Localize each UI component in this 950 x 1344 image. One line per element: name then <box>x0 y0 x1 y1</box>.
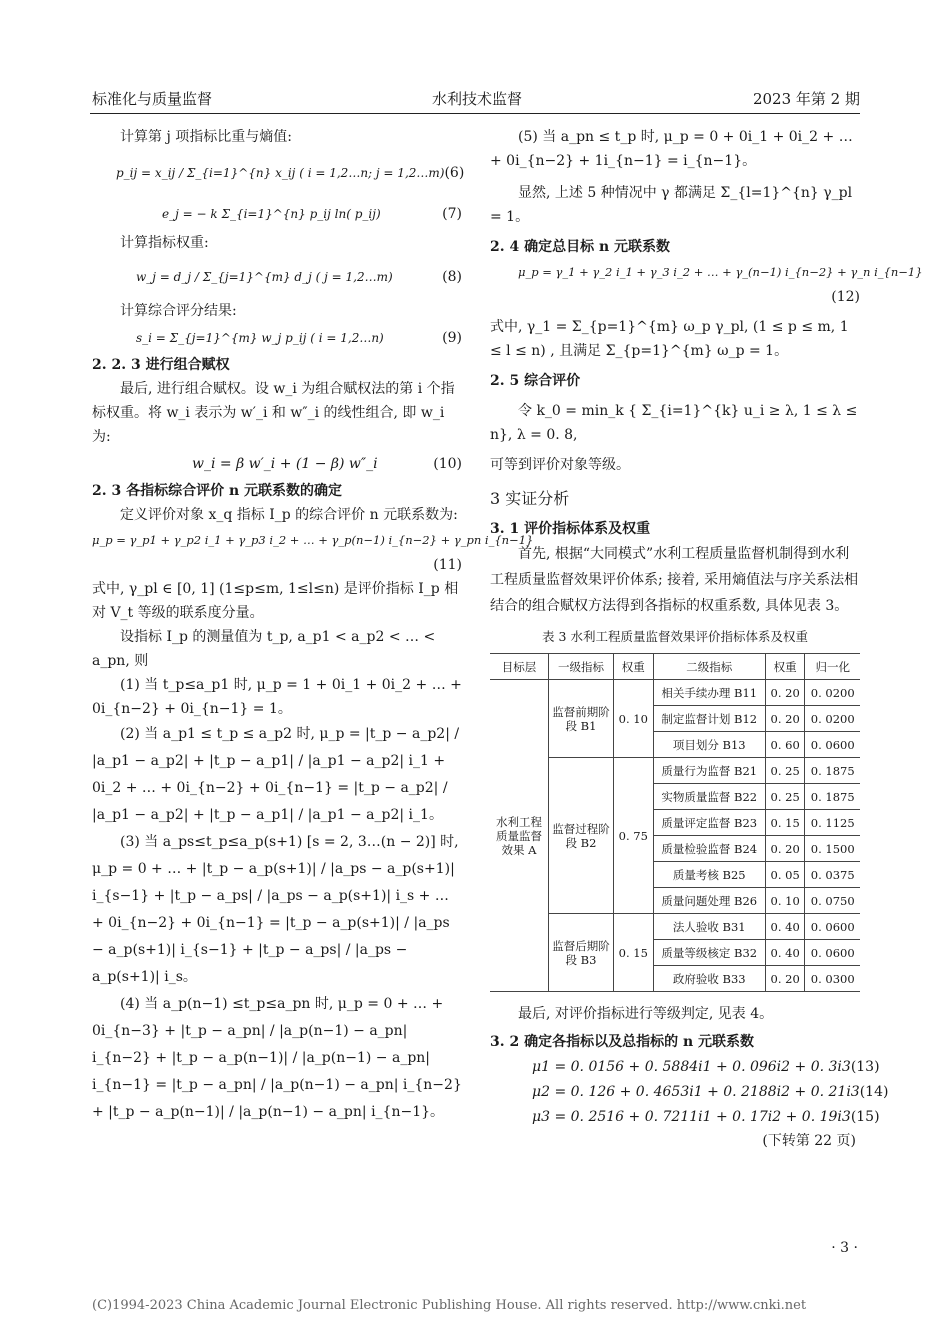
indicator-weight: 0. 40 <box>765 914 805 940</box>
indicator-name: 质量考核 B25 <box>653 862 765 888</box>
section-2-2-3-heading: 2. 2. 3 进行组合赋权 <box>92 357 230 373</box>
indicator-name: 质量等级核定 B32 <box>653 940 765 966</box>
table-3-caption: 表 3 水利工程质量监督效果评价指标体系及权重 <box>542 629 808 644</box>
group-b1-weight: 0. 10 <box>614 680 654 758</box>
indicator-name: 实物质量监督 B22 <box>653 784 765 810</box>
group-b2-weight: 0. 75 <box>614 758 654 914</box>
case-1: (1) 当 t_p≤a_p1 时, μ_p = 1 + 0i_1 + 0i_2 + … + 0i_{n−2} + 0i_{n−1} = 1。 <box>92 677 462 717</box>
case-3: (3) 当 a_ps≤t_p≤a_p(s+1) [s = 2, 3…(n − 2)] 时, μ_p = 0 + … + |t_p − a_p(s+1)| / |a_ps − a_p(s+1)| i_{s−1} + |t_p − a_ps| / |a_ps − a_p(s+1)| i_s + … + 0i_{n−2} + 0i_{n−1} = |t_p − a_p(s+1)| / |a_ps − a_p(s+1)| i_{s−1} + |t_p − a_ps| / |a_ps − a_p(s+1)| i_s。 <box>92 834 459 985</box>
section-3-1-heading: 3. 1 评价指标体系及权重 <box>490 521 651 537</box>
entropy-intro: 计算第 j 项指标比重与熵值: <box>120 129 292 145</box>
section-3-2-heading: 3. 2 确定各指标以及总指标的 n 元联系数 <box>490 1034 755 1050</box>
group-b2-name: 监督过程阶段 B2 <box>549 758 614 914</box>
measurement-definition: 设指标 I_p 的测量值为 t_p, a_p1 < a_p2 < … < a_pn, 则 <box>92 629 436 669</box>
indicator-weight: 0. 20 <box>765 836 805 862</box>
indicator-normalized: 0. 1875 <box>805 784 860 810</box>
indicator-name: 质量问题处理 B26 <box>653 888 765 914</box>
header-rule <box>90 113 860 114</box>
equation-6: p_ij = x_ij / Σ_{i=1}^{n} x_ij ( i = 1,2…n; j = 1,2…m) (6) <box>116 165 465 181</box>
indicator-normalized: 0. 0200 <box>805 680 860 706</box>
indicator-weight: 0. 40 <box>765 940 805 966</box>
equation-12-number: (12) <box>831 289 860 305</box>
indicator-name: 制定监督计划 B12 <box>653 706 765 732</box>
indicator-normalized: 0. 1125 <box>805 810 860 836</box>
indicator-name: 政府验收 B33 <box>653 966 765 992</box>
copyright-footer: (C)1994-2023 China Academic Journal Electronic Publishing House. All rights reserved. http://www.cnki.net <box>92 1298 807 1313</box>
equation-15: μ3 = 0. 2516 + 0. 7211i1 + 0. 17i2 + 0. 19i3 (15) <box>532 1108 880 1125</box>
section-2-5-formula: 令 k_0 = min_k { Σ_{i=1}^{k} u_i ≥ λ, 1 ≤ λ ≤ n}, λ = 0. 8, <box>490 403 858 443</box>
indicator-weight: 0. 25 <box>765 758 805 784</box>
indicator-name: 项目划分 B13 <box>653 732 765 758</box>
equation-8: w_j = d_j / Σ_{j=1}^{m} d_j ( j = 1,2…m) (8) <box>136 269 462 285</box>
col-header-weight1: 权重 <box>614 654 654 680</box>
equation-12: μ_p = γ_1 + γ_2 i_1 + γ_3 i_2 + … + γ_(n−1) i_{n−2} + γ_n i_{n−1} <box>518 265 923 279</box>
col-header-normalized: 归一化 <box>805 654 860 680</box>
indicator-weight: 0. 20 <box>765 706 805 732</box>
journal-name: 水利技术监督 <box>432 90 523 108</box>
equation-11: μ_p = γ_p1 + γ_p2 i_1 + γ_p3 i_2 + … + γ_p(n−1) i_{n−2} + γ_pn i_{n−1} <box>92 533 534 547</box>
section-3-heading: 3 实证分析 <box>490 489 570 508</box>
indicator-normalized: 0. 0200 <box>805 706 860 732</box>
indicator-name: 质量检验监督 B24 <box>653 836 765 862</box>
equation-11-number: (11) <box>433 557 462 573</box>
table-header-row <box>490 654 860 680</box>
issue-info: 2023 年第 2 期 <box>752 90 860 108</box>
table-row <box>490 680 860 706</box>
section-2-3-heading: 2. 3 各指标综合评价 n 元联系数的确定 <box>92 483 343 499</box>
continued-note: (下转第 22 页) <box>762 1133 856 1149</box>
table-3 <box>490 653 860 992</box>
indicator-weight: 0. 20 <box>765 966 805 992</box>
goal-cell: 水利工程质量监督效果 A <box>490 680 549 992</box>
right-column <box>490 125 923 1153</box>
gamma-sum-note: 显然, 上述 5 种情况中 γ 都满足 Σ_{l=1}^{n} γ_pl = 1。 <box>490 185 853 225</box>
section-2-2-3-text: 最后, 进行组合赋权。设 w_i 为组合赋权法的第 i 个指标权重。将 w_i 表示为 w′_i 和 w″_i 的线性组合, 即 w_i 为: <box>92 381 455 445</box>
col-header-level2: 二级指标 <box>653 654 765 680</box>
indicator-normalized: 0. 1875 <box>805 758 860 784</box>
page-number: · 3 · <box>831 1240 858 1256</box>
col-header-weight2: 权重 <box>765 654 805 680</box>
section-2-5-heading: 2. 5 综合评价 <box>490 373 581 389</box>
equation-9: s_i = Σ_{j=1}^{m} w_j p_ij ( i = 1,2…n) (9) <box>136 330 462 346</box>
indicator-normalized: 0. 1500 <box>805 836 860 862</box>
indicator-name: 质量行为监督 B21 <box>653 758 765 784</box>
indicator-name: 法人验收 B31 <box>653 914 765 940</box>
indicator-name: 质量评定监督 B23 <box>653 810 765 836</box>
weight-intro: 计算指标权重: <box>120 235 209 251</box>
group-b3-weight: 0. 15 <box>614 914 654 992</box>
score-intro: 计算综合评分结果: <box>120 303 237 319</box>
indicator-name: 相关手续办理 B11 <box>653 680 765 706</box>
table-4-reference: 最后, 对评价指标进行等级判定, 见表 4。 <box>518 1006 774 1022</box>
indicator-weight: 0. 60 <box>765 732 805 758</box>
case-4: (4) 当 a_p(n−1) ≤t_p≤a_pn 时, μ_p = 0 + … + 0i_{n−3} + |t_p − a_pn| / |a_p(n−1) − a_pn| i_{n−2} + |t_p − a_p(n−1)| / |a_p(n−1) − a_pn| i_{n−1} = |t_p − a_pn| / |a_p(n−1) − a_pn| i_{n−2} + |t_p − a_p(n−1)| / |a_p(n−1) − a_pn| i_{n−1}。 <box>92 996 462 1120</box>
indicator-normalized: 0. 0375 <box>805 862 860 888</box>
equation-7: e_j = − k Σ_{i=1}^{n} p_ij ln( p_ij) (7) <box>162 206 462 222</box>
indicator-weight: 0. 15 <box>765 810 805 836</box>
section-2-4-heading: 2. 4 确定总目标 n 元联系数 <box>490 239 671 255</box>
equation-10: w_i = β w′_i + (1 − β) w″_i (10) <box>192 456 462 472</box>
indicator-normalized: 0. 0600 <box>805 914 860 940</box>
indicator-normalized: 0. 0600 <box>805 732 860 758</box>
section-2-5-text: 可等到评价对象等级。 <box>490 457 630 473</box>
indicator-normalized: 0. 0600 <box>805 940 860 966</box>
equation-14: μ2 = 0. 126 + 0. 4653i1 + 0. 2188i2 + 0. 21i3 (14) <box>532 1083 889 1100</box>
indicator-normalized: 0. 0300 <box>805 966 860 992</box>
case-5: (5) 当 a_pn ≤ t_p 时, μ_p = 0 + 0i_1 + 0i_2 + … + 0i_{n−2} + 1i_{n−1} = i_{n−1}。 <box>490 129 853 169</box>
indicator-weight: 0. 25 <box>765 784 805 810</box>
indicator-weight: 0. 20 <box>765 680 805 706</box>
group-b3-name: 监督后期阶段 B3 <box>549 914 614 992</box>
case-2: (2) 当 a_p1 ≤ t_p ≤ a_p2 时, μ_p = |t_p − a_p2| / |a_p1 − a_p2| + |t_p − a_p1| / |a_p1 − a_p2| i_1 + 0i_2 + … + 0i_{n−2} + 0i_{n−1} = |t_p − a_p2| / |a_p1 − a_p2| + |t_p − a_p1| / |a_p1 − a_p2| i_1。 <box>92 726 460 823</box>
indicator-weight: 0. 05 <box>765 862 805 888</box>
group-b1-name: 监督前期阶段 B1 <box>549 680 614 758</box>
equation-13: μ1 = 0. 0156 + 0. 5884i1 + 0. 096i2 + 0. 3i3 (13) <box>532 1058 880 1075</box>
section-2-3-text: 定义评价对象 x_q 指标 I_p 的综合评价 n 元联系数为: <box>120 507 458 523</box>
journal-section: 标准化与质量监督 <box>92 90 213 108</box>
indicator-weight: 0. 10 <box>765 888 805 914</box>
section-3-1-text: 首先, 根据“大同模式”水利工程质量监督机制得到水利工程质量监督效果评价体系; 接着, 采用熵值法与序关系法相结合的组合赋权方法得到各指标的权重系数, 具体见表 3。 <box>490 546 859 614</box>
section-2-4-text: 式中, γ_1 = Σ_{p=1}^{m} ω_p γ_pl, (1 ≤ p ≤ m, 1 ≤ l ≤ n) , 且满足 Σ_{p=1}^{m} ω_p = 1。 <box>490 319 849 359</box>
col-header-goal: 目标层 <box>490 654 549 680</box>
gamma-definition: 式中, γ_pl ∈ [0, 1] (1≤p≤m, 1≤l≤n) 是评价指标 I_p 相对 V_t 等级的联系度分量。 <box>92 581 459 621</box>
indicator-normalized: 0. 0750 <box>805 888 860 914</box>
col-header-level1: 一级指标 <box>549 654 614 680</box>
